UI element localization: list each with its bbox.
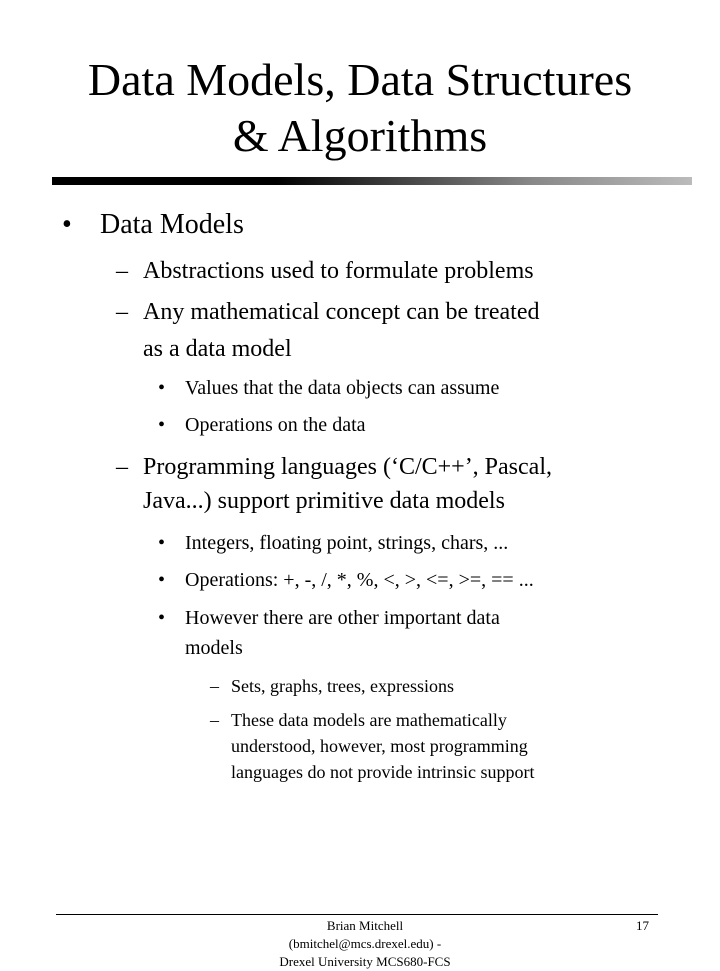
bullet-dot: • (62, 209, 72, 240)
dash-marker: – (116, 258, 128, 284)
footer-line-3: Drexel University MCS680-FCS (279, 954, 451, 969)
item-any-math-line1: Any mathematical concept can be treated (143, 299, 540, 325)
footer-line-2: (bmitchel@mcs.drexel.edu) - (288, 936, 442, 951)
item-integers: Integers, floating point, strings, chars, ... (185, 532, 509, 554)
footer-line-1: Brian Mitchell (326, 918, 404, 933)
item-these-line1: These data models are mathematically (231, 710, 507, 730)
footer-divider (56, 914, 658, 915)
title-line-1: Data Models, Data Structures (87, 54, 633, 105)
footer-attribution (200, 917, 530, 971)
title-divider (52, 177, 692, 185)
bullet-dot: • (158, 569, 166, 591)
page-number: 17 (636, 918, 649, 933)
item-however-line1: However there are other important data (185, 607, 500, 629)
bullet-data-models: Data Models (100, 209, 244, 240)
bullet-dot: • (158, 532, 166, 554)
dash-marker: – (210, 710, 219, 730)
dash-marker: – (116, 299, 128, 325)
item-sets: Sets, graphs, trees, expressions (231, 676, 454, 696)
dash-marker: – (210, 676, 219, 696)
bullet-dot: • (158, 414, 166, 436)
item-these-line3: languages do not provide intrinsic support (231, 762, 535, 782)
item-prog-line1: Programming languages (‘C/C++’, Pascal, (143, 454, 552, 480)
item-any-math-line2: as a data model (143, 336, 292, 362)
item-operations-symbols: Operations: +, -, /, *, %, <, >, <=, >=, == ... (185, 569, 534, 591)
bullet-dot: • (158, 377, 166, 399)
item-abstractions: Abstractions used to formulate problems (143, 258, 534, 284)
item-prog-line2: Java...) support primitive data models (143, 488, 505, 514)
item-these-line2: understood, however, most programming (231, 736, 528, 756)
item-however-line2: models (185, 637, 243, 659)
slide-title (0, 52, 720, 164)
item-values: Values that the data objects can assume (185, 377, 500, 399)
item-operations-data: Operations on the data (185, 414, 366, 436)
dash-marker: – (116, 454, 128, 480)
bullet-dot: • (158, 607, 166, 629)
title-line-2: & Algorithms (232, 110, 488, 161)
